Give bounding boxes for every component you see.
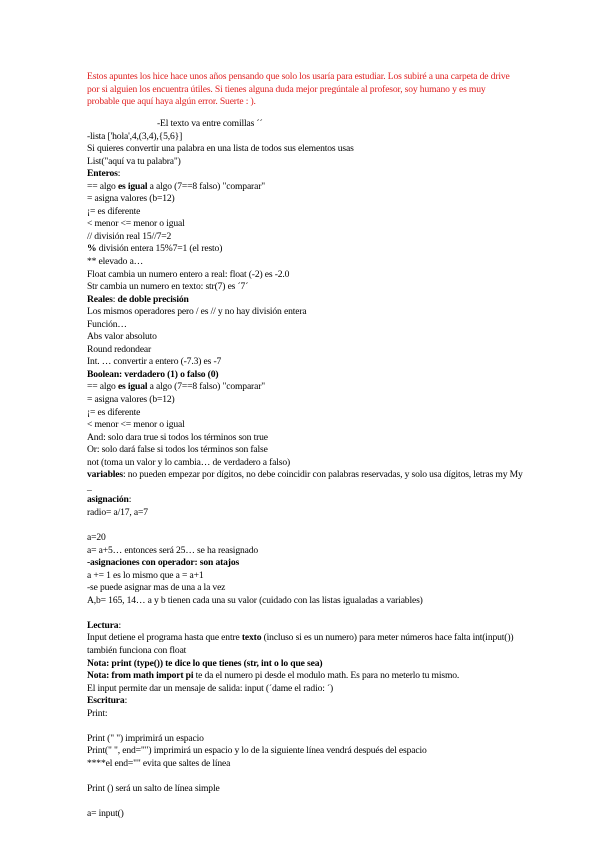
line-text: Input detiene el programa hasta que entre xyxy=(87,632,242,644)
line-text: : xyxy=(128,494,132,506)
bold-text: Lectura xyxy=(87,619,119,631)
line-text: < menor <= menor o igual xyxy=(87,218,185,230)
bold-text: de doble precisión xyxy=(117,293,189,305)
bold-text: Reales xyxy=(87,293,113,305)
text-line xyxy=(87,808,527,821)
bold-text: Escritura xyxy=(87,695,125,707)
text-line xyxy=(87,369,527,382)
text-line xyxy=(87,181,527,194)
text-line xyxy=(87,269,527,282)
text-line xyxy=(87,193,527,206)
line-text: Print (" ") imprimirá un espacio xyxy=(87,732,204,744)
line-text: El input permite dar un mensaje de salida: input (´dame el radio: ´) xyxy=(87,682,334,694)
line-text: Or: solo dará false si todos los términos son false xyxy=(87,444,268,456)
text-line xyxy=(87,457,527,470)
line-text: Función… xyxy=(87,318,127,330)
line-text: ** elevado a… xyxy=(87,256,144,268)
text-line xyxy=(87,758,527,771)
line-text: a=20 xyxy=(87,532,106,544)
line-text: a= a+5… entonces será 25… se ha reasignado xyxy=(87,544,259,556)
line-text: Los mismos operadores pero / es // y no hay división entera xyxy=(87,306,307,318)
text-line xyxy=(87,432,527,445)
line-text: Abs valor absoluto xyxy=(87,331,157,343)
notes-body xyxy=(87,118,527,821)
line-text: -se puede asignar mas de una a la vez xyxy=(87,582,226,594)
bold-text: Nota: print (type()) te dice lo que tienes (str, int o lo que sea) xyxy=(87,657,323,669)
line-text: ****el end="" evita que saltes de línea xyxy=(87,757,231,769)
line-text: Print(" ", end="") imprimirá un espacio y lo de la siguiente línea vendrá después del espacio xyxy=(87,745,427,757)
text-line xyxy=(87,168,527,181)
text-line xyxy=(87,695,527,708)
line-text: Round redondear xyxy=(87,343,152,355)
text-line xyxy=(87,796,527,809)
line-text: not (toma un valor y lo cambia… de verdadero a falso) xyxy=(87,456,291,468)
text-line xyxy=(87,281,527,294)
text-line xyxy=(87,733,527,746)
text-line xyxy=(87,319,527,332)
text-line xyxy=(87,595,527,608)
text-line xyxy=(87,444,527,457)
text-line xyxy=(87,708,527,721)
line-text: // división real 15//7=2 xyxy=(87,230,172,242)
line-text: == algo xyxy=(87,381,118,393)
line-text: -lista ['hola',4,(3,4),{5,6}] xyxy=(87,130,183,142)
line-text: ¡= es diferente xyxy=(87,205,141,217)
line-text: a algo (7==8 falso) "comparar" xyxy=(147,180,266,192)
line-text: A,b= 165, 14… a y b tienen cada una su valor (cuidado con las listas igualadas a variables) xyxy=(87,594,423,606)
line-text: -El texto va entre comillas ´´ xyxy=(157,118,263,129)
line-text: Float cambia un numero entero a real: float (-2) es -2.0 xyxy=(87,268,290,280)
line-text: == algo xyxy=(87,180,118,192)
line-text: Si quieres convertir una palabra en una lista de todos sus elementos usas xyxy=(87,143,354,155)
text-line xyxy=(87,632,527,657)
text-line xyxy=(87,532,527,545)
bold-text: -asignaciones con operador: son atajos xyxy=(87,557,240,569)
text-line xyxy=(87,118,527,131)
bold-text: es igual xyxy=(117,180,148,192)
text-line xyxy=(87,770,527,783)
bold-text: Boolean: verdadero (1) o falso (0) xyxy=(87,368,219,380)
line-text: = asigna valores (b=12) xyxy=(87,394,175,406)
text-line xyxy=(87,783,527,796)
text-line xyxy=(87,658,527,671)
text-line xyxy=(87,394,527,407)
line-text: división entera 15%7=1 (el resto) xyxy=(96,243,223,255)
intro-paragraph: Estos apuntes los hice hace unos años pensando que solo los usaría para estudiar. Los subiré a una carpeta de drive por si alguien los encuentra útiles. Si tienes alguna duda mejor pregúntale al profesor, soy humano y es muy probable que aquí haya algún error. Suerte : ). xyxy=(87,71,510,108)
line-text: te da el numero pi desde el modulo math. Es para no meterlo tu mismo. xyxy=(193,670,460,682)
bold-text: variables xyxy=(87,469,123,481)
text-line xyxy=(87,344,527,357)
line-text: Print: xyxy=(87,707,108,719)
text-line xyxy=(87,143,527,156)
line-text: : xyxy=(124,695,128,707)
line-text: ¡= es diferente xyxy=(87,406,141,418)
line-text: a= input() xyxy=(87,808,124,820)
text-line xyxy=(87,545,527,558)
text-line xyxy=(87,670,527,683)
text-line xyxy=(87,570,527,583)
line-text: List("aquí va tu palabra") xyxy=(87,155,181,167)
line-text: And: solo dara true si todos los términos son true xyxy=(87,431,268,443)
bold-text: % xyxy=(87,243,97,255)
text-line xyxy=(87,131,527,144)
line-text: : xyxy=(118,619,121,631)
line-text: radio= a/17, a=7 xyxy=(87,506,148,518)
line-text: Print () será un salto de línea simple xyxy=(87,782,220,794)
text-line xyxy=(87,582,527,595)
text-line xyxy=(87,256,527,269)
text-line xyxy=(87,294,527,307)
line-text: (incluso si es un numero) para meter números hace falta int(input()) también funciona con float xyxy=(87,632,514,656)
text-line xyxy=(87,243,527,256)
text-line xyxy=(87,218,527,231)
line-text: : xyxy=(117,168,121,180)
text-line xyxy=(87,206,527,219)
bold-text: texto xyxy=(241,632,262,644)
text-line xyxy=(87,156,527,169)
text-line xyxy=(87,620,527,633)
text-line xyxy=(87,407,527,420)
text-line xyxy=(87,720,527,733)
text-line xyxy=(87,419,527,432)
text-line xyxy=(87,607,527,620)
bold-text: Nota: from math import pi xyxy=(87,670,194,682)
line-text: a += 1 es lo mismo que a = a+1 xyxy=(87,569,204,581)
line-text: Int. … convertir a entero (-7.3) es -7 xyxy=(87,356,222,368)
line-text: = asigna valores (b=12) xyxy=(87,193,175,205)
line-text: : xyxy=(112,293,118,305)
text-line xyxy=(87,331,527,344)
bold-text: asignación xyxy=(87,494,129,506)
text-line xyxy=(87,356,527,369)
text-line xyxy=(87,745,527,758)
text-line xyxy=(87,306,527,319)
line-text: a algo (7==8 falso) "comparar" xyxy=(147,381,266,393)
text-line xyxy=(87,507,527,520)
text-line xyxy=(87,381,527,394)
text-line xyxy=(87,683,527,696)
text-line xyxy=(87,557,527,570)
line-text: : no pueden empezar por dígitos, no debe coincidir con palabras reservadas, y solo usa dígitos, letras my My _ xyxy=(87,469,523,493)
text-line xyxy=(87,231,527,244)
bold-text: es igual xyxy=(117,381,148,393)
text-line xyxy=(87,469,527,494)
line-text: < menor <= menor o igual xyxy=(87,419,185,431)
bold-text: Enteros xyxy=(87,168,118,180)
line-text: Str cambia un numero en texto: str(7) es ´7´ xyxy=(87,281,249,293)
text-line xyxy=(87,494,527,507)
text-line xyxy=(87,520,527,533)
